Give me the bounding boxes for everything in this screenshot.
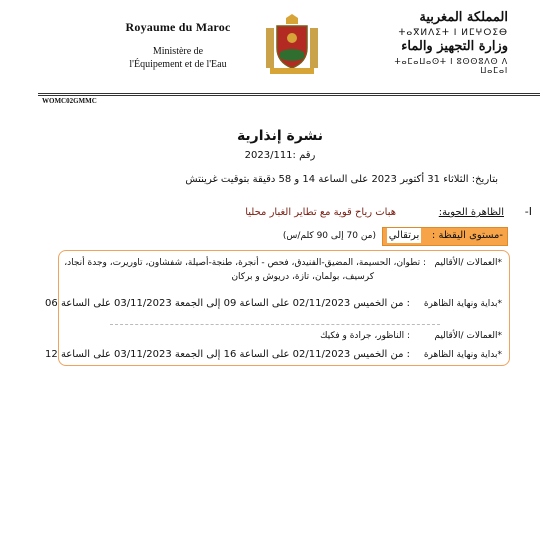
ministry-name-ar: وزارة التجهيز والماء [401,39,508,54]
ministry-name-tifinagh: ⵜⴰⵎⴰⵡⴰⵙⵜ ⵏ ⵓⵙⵙⵓⴷⵙ ⴷ ⵡⴰⵎⴰⵏ [394,57,508,75]
ministry-fr-line2: l'Équipement et de l'Eau [129,59,227,70]
wind-speed-range: (من 70 إلى 90 كلم/س) [282,231,376,241]
alert-level-value: برتقالي [388,230,420,241]
zone1-period-value: : من الخميس 02/11/2023 على الساعة 09 إلى الجمعة 03/11/2023 على الساعة 06 [45,298,410,309]
royal-emblem-icon [262,14,322,76]
emblem-shield [277,26,307,68]
bulletin-title: نشرة إنذارية [236,128,324,144]
phenomenon-label: الظاهرة الجوية: [438,207,504,218]
emblem-crown [286,14,298,24]
zone-separator [110,324,440,325]
ministry-fr-line1: Ministère de [152,46,204,57]
header-arabic [368,10,508,75]
zone1-regions-label: *العمالات /الأقاليم [434,258,502,268]
alert-level-box [382,227,508,246]
emblem-banner [270,68,314,74]
bulletin-code: WOMC02GMMC [42,97,97,105]
zone2-period-value: : من الخميس 02/11/2023 على الساعة 16 إلى الجمعة 03/11/2023 على الساعة 12 [45,349,410,360]
zone2-regions-label: *العمالات /الأقاليم [434,331,502,341]
emblem-left-lion [266,28,274,68]
kingdom-name-fr: Royaume du Maroc [125,20,231,34]
bulletin-date: بتاريخ: الثلاثاء 31 أكتوبر 2023 على الساعة 14 و 58 دقيقة بتوقيت غرينتش [185,174,498,185]
alert-level-label: -مستوى اليقظة : [431,230,503,241]
emblem-mountains [280,49,304,61]
zone2-regions-line1: : الناظور، جرادة و فكيك [320,331,410,341]
kingdom-name-tifinagh: ⵜⴰⴳⵍⴷⵉⵜ ⵏ ⵍⵎⵖⵔⵉⴱ [398,28,508,38]
emblem-sun [287,33,297,43]
section-number: -I [524,205,532,218]
zone2-period-label: *بداية ونهاية الظاهرة [423,350,502,360]
header-french [78,20,278,71]
kingdom-name-ar: المملكة المغربية [419,10,508,25]
bulletin-number: رقم :2023/111 [244,150,316,161]
phenomenon-value: هبات رياح قوية مع تطاير الغبار محليا [245,207,396,218]
zone1-period-label: *بداية ونهاية الظاهرة [423,299,502,309]
zone1-regions-line2: كرسيف، بولمان، تازة، دريوش و بركان [231,272,374,282]
emblem-right-lion [310,28,318,68]
ministry-name-fr [78,45,278,71]
zone1-regions-line1: : تطوان، الحسيمة، المضيق-الفنيدق، فحص - أنجرة، طنجة-أصيلة، شفشاون، تاوريرت، وجدة أنجاد، [64,258,426,268]
header-divider-bottom [38,95,540,96]
header-divider-top [38,93,540,94]
